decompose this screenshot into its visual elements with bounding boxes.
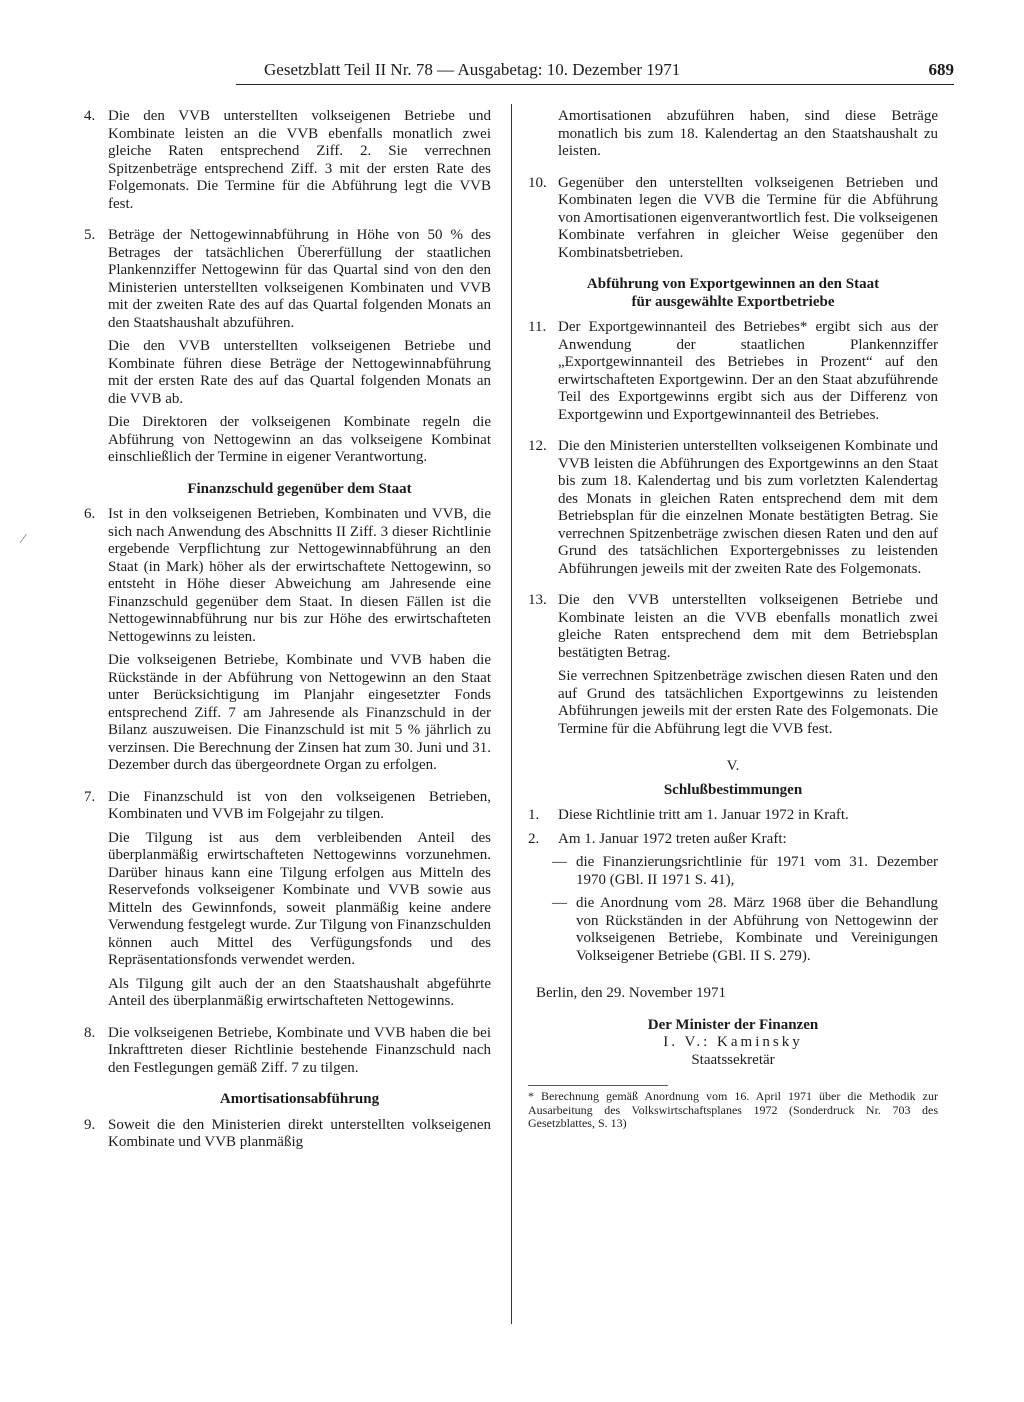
right-column <box>528 108 938 1131</box>
dash-mark: — <box>552 854 567 870</box>
page-number: 689 <box>928 60 954 79</box>
item-text: Beträge der Nettogewinnabführung in Höhe von 50 % des Betrages der tatsächlichen Übererfüllung der staatlichen Plankennziffer Nettogewinn für das Quartal sind von den den Ministerien unterstellten volkseigenen Kombinaten und VVB mit der zweiten Rate des auf das Quartal folgenden Monats an den Staatshaushalt abzuführen. <box>108 227 491 331</box>
item-text: Die Direktoren der volkseigenen Kombinate regeln die Abführung von Nettogewinn an das volkseigene Kombinat einschließlich der Termine in eigener Verantwortung. <box>108 414 491 465</box>
item-number: 12. <box>528 438 547 454</box>
item-11 <box>528 319 938 424</box>
left-column <box>84 108 491 1158</box>
item-text: Die volkseigenen Betriebe, Kombinate und VVB haben die bei Inkrafttreten dieser Richtlinie bestehende Finanzschuld nach den Festlegungen gemäß Ziff. 7 zu tilgen. <box>108 1024 491 1076</box>
dash-mark: — <box>552 895 567 911</box>
item-text: Die den Ministerien unterstellten volkseigenen Kombinate und VVB leisten die Abführungen des Exportgewinns an den Staat bis zum 18. Kalendertag und bis zum vorletzten Kalendertag des Monats in gleichen Raten entsprechend dem mit dem Betriebsplan für die einzelnen Monate bestätigten Betrag. Sie verrechnen Spitzenbeträge zwischen diesen Raten und den auf Grund des tatsächlichen Exportergebnisses zu leistenden Abführungen jeweils mit der zweiten Rate des Folgemonats. <box>558 438 938 577</box>
item-6 <box>84 506 491 775</box>
signatory-role: Staatssekretär <box>691 1051 775 1068</box>
header-title: Gesetzblatt Teil II Nr. 78 — Ausgabetag: 10. Dezember 1971 <box>264 60 681 79</box>
item-text: Die Tilgung ist aus dem verbleibenden Anteil des überplanmäßig erwirtschafteten Nettogewinns vorzunehmen. Darüber hinaus kann eine Tilgung erfolgen aus Mitteln des Reservefonds volkseigener Kombinate und VVB sowie aus Mitteln des Gewinnfonds, soweit planmäßig keine andere Verwendung festgelegt wurde. Zur Tilgung von Finanzschulden können auch Mittel des Verfügungsfonds und des Repräsentationsfonds verwendet werden. <box>108 829 491 968</box>
item-9 <box>84 1117 491 1152</box>
item-number: 11. <box>528 319 547 335</box>
item-number: 4. <box>84 108 96 124</box>
margin-tick-mark: ⁄ <box>22 532 25 547</box>
item-number: 5. <box>84 227 96 243</box>
item-7 <box>84 789 491 1011</box>
item-number: 10. <box>528 174 547 191</box>
item-10 <box>528 175 938 263</box>
repealed-item-2 <box>528 895 938 965</box>
item-text: Die den VVB unterstellten volkseigenen Betriebe und Kombinate leisten an die VVB ebenfalls monatlich zwei gleiche Raten entsprechend Ziff. 2. Sie verrechnen Spitzenbeträge entsprechend Ziff. 3 mit der ersten Rate des Folgemonats. Die Termine für die Abführung legt die VVB fest. <box>108 108 491 212</box>
item-text: Die den VVB unterstellten volkseigenen Betriebe und Kombinate führen diese Beträge der Nettogewinnabführung mit der ersten Rate des auf das Quartal folgenden Monats an die VVB ab. <box>108 338 491 407</box>
item-text: Die Finanzschuld ist von den volkseigenen Betrieben, Kombinaten und VVB im Folgejahr zu tilgen. <box>108 788 491 822</box>
item-9-continued <box>528 108 938 161</box>
signatory-title: Der Minister der Finanzen <box>647 1016 819 1033</box>
item-number: 6. <box>84 506 96 522</box>
item-number: 9. <box>84 1116 96 1133</box>
section-number: V. <box>726 758 740 774</box>
section-heading: Amortisationsabführung <box>219 1091 380 1107</box>
item-text: Soweit die den Ministerien direkt unterstellten volkseigenen Kombinate und VVB planmäßig <box>108 1116 491 1150</box>
signatory-name: I. V.: Kaminsky <box>663 1034 803 1050</box>
section-heading: für ausgewählte Exportbetriebe <box>631 293 835 310</box>
item-text: Als Tilgung gilt auch der an den Staatshaushalt abgeführte Anteil des überplanmäßig erwirtschafteten Nettogewinns. <box>108 975 491 1009</box>
item-8 <box>84 1025 491 1078</box>
section-heading: Abführung von Exportgewinnen an den Staat <box>586 276 880 292</box>
item-text: Sie verrechnen Spitzenbeträge zwischen diesen Raten und den auf Grund des tatsächlichen Exportgewinns zu leistenden Abführungen jeweils mit der ersten Rate des Folgemonats. Die Termine für die Abführung legt die VVB fest. <box>558 668 938 737</box>
section-heading: Finanzschuld gegenüber dem Staat <box>187 480 412 497</box>
item-number: 7. <box>84 788 96 805</box>
final-provision-1 <box>528 807 938 825</box>
item-13 <box>528 592 938 738</box>
final-provision-2 <box>528 831 938 849</box>
place-date: Berlin, den 29. November 1971 <box>536 985 726 1001</box>
item-text: Ist in den volkseigenen Betrieben, Kombinaten und VVB, die sich nach Anwendung des Abschnitts II Ziff. 3 dieser Richtlinie ergebende Verpflichtung zur Nettogewinnabführung an den Staat (in Mark) höher als der erwirtschaftete Nettogewinn, so entsteht in Höhe dieser Abweichung am Jahresende eine Finanzschuld gegenüber dem Staat. In diesen Fällen ist die Nettogewinnabführung nur bis zur Höhe des erwirtschafteten Nettogewinns zu leisten. <box>108 506 491 645</box>
item-12 <box>528 438 938 578</box>
section-heading: Schlußbestimmungen <box>663 781 803 798</box>
item-5 <box>84 227 491 467</box>
item-number: 2. <box>528 830 540 847</box>
item-4 <box>84 108 491 213</box>
item-text: Diese Richtlinie tritt am 1. Januar 1972 in Kraft. <box>558 807 849 823</box>
item-text: Die volkseigenen Betriebe, Kombinate und VVB haben die Rückstände in der Abführung von Nettogewinn an den Staat unter Berücksichtigung im Planjahr eingesetzter Fonds entsprechend Ziff. 7 am Jahresende als Finanzschuld in der Bilanz auszuweisen. Die Finanzschuld ist mit 5 % jährlich zu verzinsen. Die Berechnung der Zinsen hat zum 30. Juni und 31. Dezember durch das übergeordnete Organ zu erfolgen. <box>108 652 491 773</box>
item-text: Gegenüber den unterstellten volkseigenen Betrieben und Kombinaten legen die VVB die Termine für die Abführung von Amortisationen eigenverantwortlich fest. Die volkseigenen Kombinate verfahren in gleicher Weise gegenüber den Kombinatsbetrieben. <box>558 174 938 261</box>
footnote: * Berechnung gemäß Anordnung vom 16. April 1971 über die Methodik zur Ausarbeitung des Volkswirtschaftsplanes 1972 (Sonderdruck Nr. 703 des Gesetzblattes, S. 13) <box>528 1089 938 1130</box>
item-number: 8. <box>84 1024 96 1041</box>
column-divider <box>511 104 512 1324</box>
item-text: die Finanzierungsrichtlinie für 1971 vom 31. Dezember 1970 (GBl. II 1971 S. 41), <box>576 854 938 888</box>
item-number: 1. <box>528 807 540 823</box>
item-text: Die den VVB unterstellten volkseigenen Betriebe und Kombinate leisten an die VVB ebenfalls monatlich zwei gleiche Raten entsprechend dem mit dem Betriebsplan bestätigten Betrag. <box>558 592 938 661</box>
header-rule <box>236 84 954 85</box>
item-text: die Anordnung vom 28. März 1968 über die Behandlung von Rückständen in der Abführung von Nettogewinn der volkseigenen Betriebe, Kombinate und Vereinigungen Volkseigener Betriebe (GBl. II S. 279). <box>576 895 938 964</box>
repealed-item-1 <box>528 854 938 889</box>
item-text: Am 1. Januar 1972 treten außer Kraft: <box>558 830 787 847</box>
item-text: Amortisationen abzuführen haben, sind diese Beträge monatlich bis zum 18. Kalendertag an den Staatshaushalt zu leisten. <box>558 108 938 159</box>
item-number: 13. <box>528 592 547 608</box>
item-text: Der Exportgewinnanteil des Betriebes* ergibt sich aus der Anwendung der staatlichen Plankennziffer „Exportgewinnanteil des Betriebes in Prozent“ auf den erwirtschafteten Exportgewinn. Der an den Staat abzuführende Teil des Exportgewinns ergibt sich aus der Differenz von Exportgewinn und Exportgewinnanteil des Betriebes. <box>558 319 938 423</box>
